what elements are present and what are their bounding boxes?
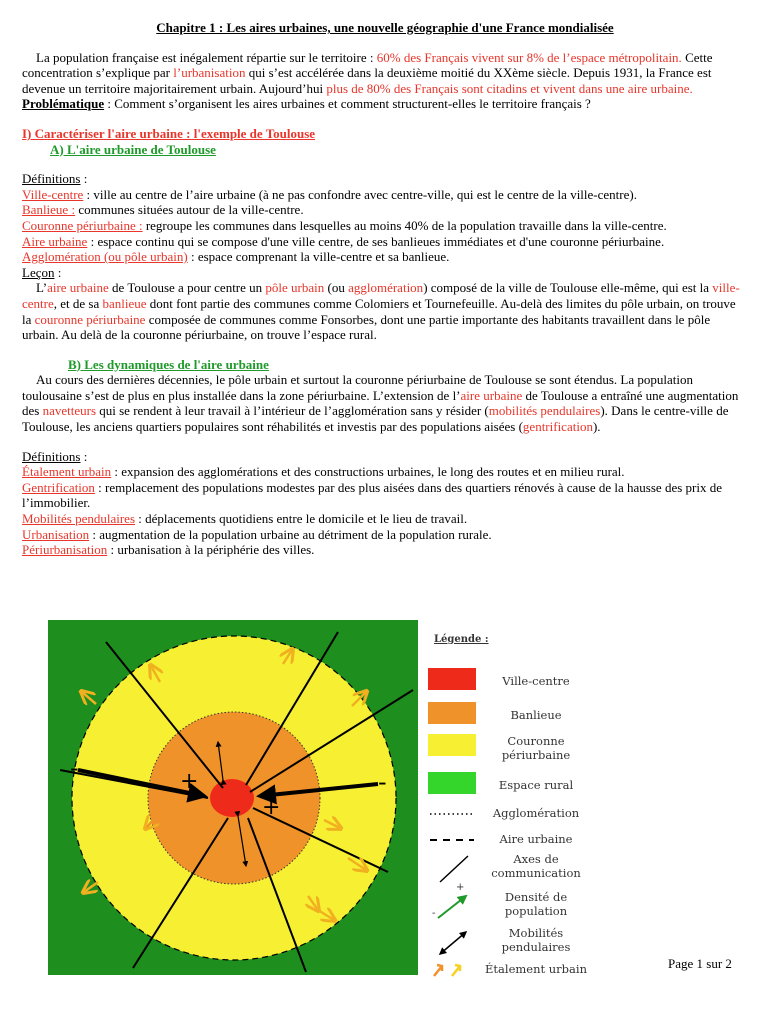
definition-item: Périurbanisation : urbanisation à la périphérie des villes. (22, 542, 315, 558)
section1b-heading: B) Les dynamiques de l'aire urbaine (68, 356, 269, 372)
definitions-label-2: Définitions : (22, 448, 88, 464)
legend-item-banlieue: Banlieue (420, 700, 592, 730)
density-plus-1: + (180, 769, 199, 794)
definition-item: Ville-centre : ville au centre de l’aire urbaine (à ne pas confondre avec centre-ville, qui est le centre de la ville-centre). (22, 186, 637, 202)
legend-title: Légende : (434, 634, 489, 645)
axis-line-symbol (428, 852, 476, 884)
legend-item-agglomeration: Agglomération (420, 802, 592, 832)
legend-swatch (428, 734, 476, 756)
density-minus-2: - (378, 768, 387, 796)
legend-item-ville-centre: Ville-centre (420, 666, 592, 696)
dotted-line-symbol (428, 804, 476, 824)
legend-item-densite: + - Densité de population (420, 888, 592, 924)
dashed-line-symbol (428, 830, 476, 850)
legend-swatch (428, 772, 476, 794)
diagram-legend (420, 626, 592, 976)
lecon-paragraph: L’aire urbaine de Toulouse a pour centre un pôle urbain (ou agglomération) composé de la ville de Toulouse elle-même, qui est la ville-centre, et de sa banlieue dont font partie des communes comme Colomiers et Tournefeuille. Au-delà des limites du pôle urbain, on trouve la couronne périurbaine composée de communes comme Fonsorbes, dont une partie importante des habitants travaillent dans le pôle urbain. Au delà de la couronne périurbaine, on trouve l’espace rural. (22, 280, 740, 343)
legend-minus: - (432, 908, 436, 919)
legend-item-espace-rural: Espace rural (420, 770, 592, 800)
problematique: Problématique : Comment s’organisent les aires urbaines et comment structurent-elles le territoire français ? (22, 96, 591, 112)
chapter-title: Chapitre 1 : Les aires urbaines, une nouvelle géographie d'une France mondialisée (156, 20, 614, 35)
legend-item-aire-urbaine: Aire urbaine (420, 828, 592, 858)
legend-item-couronne: Couronne périurbaine (420, 732, 592, 762)
ville-centre (210, 779, 254, 817)
double-arrow-symbol (428, 926, 476, 958)
legend-item-etalement: Étalement urbain (420, 960, 592, 978)
legend-item-axes: Axes de communication (420, 852, 592, 886)
sprawl-arrow-symbol (428, 960, 476, 978)
page-number: Page 1 sur 2 (668, 956, 732, 971)
legend-item-mobilites: Mobilités pendulaires (420, 926, 592, 960)
density-plus-2: + (262, 795, 281, 820)
lecon-label: Leçon : (22, 264, 62, 280)
intro-paragraph: La population française est inégalement répartie sur le territoire : 60% des Français vivent sur 8% de l’espace métropolitain. Cette concentration s’explique par l’urbanisation qui s’est accélérée dans la deuxième moitié du XXème siècle. Depuis 1931, la France est devenue un territoire majoritairement urbain. Aujourd’hui plus de 80% des Français sont citadins et vivent dans une aire urbaine. (22, 49, 713, 96)
definition-item: Aire urbaine : espace continu qui se compose d'une ville centre, de ses banlieues immédiates et d'une couronne périurbaine. (22, 233, 665, 249)
definition-item: Gentrification : remplacement des populations modestes par des plus aisées dans des quartiers rénovés à cause de la hausse des prix de l’immobilier. (22, 479, 722, 511)
legend-plus: + (456, 882, 465, 893)
section1a-heading: A) L'aire urbaine de Toulouse (50, 141, 216, 157)
section1-heading: I) Caractériser l'aire urbaine : l'exemple de Toulouse (22, 125, 316, 141)
legend-swatch (428, 668, 476, 690)
definition-item: Étalement urbain : expansion des agglomérations et des constructions urbaines, le long des routes et en milieu rural. (22, 464, 625, 480)
definition-item: Banlieue : communes situées autour de la ville-centre. (22, 202, 304, 218)
legend-swatch (428, 702, 476, 724)
definition-item: Mobilités pendulaires : déplacements quotidiens entre le domicile et le lieu de travail. (22, 511, 468, 527)
density-minus-1: - (70, 754, 79, 782)
definitions-label-1: Définitions : (22, 171, 88, 187)
urban-area-diagram (48, 620, 418, 975)
definition-item: Urbanisation : augmentation de la population urbaine au détriment de la population rurale. (22, 526, 492, 542)
definition-item: Agglomération (ou pôle urbain) : espace comprenant la ville-centre et sa banlieue. (22, 249, 450, 265)
dynamics-paragraph: Au cours des dernières décennies, le pôle urbain et surtout la couronne périurbaine de Toulouse se sont étendus. La population toulousaine s’est de plus en plus installée dans la zone périurbaine. L’extension de l’aire urbaine de Toulouse a entraîné une augmentation des navetteurs qui se rendent à leur travail à l’intérieur de l’agglomération sans y résider (mobilités pendulaires). Dans le centre-ville de Toulouse, les anciens quartiers populaires sont réhabilités et investis par des populations aisées (gentrification). (22, 372, 739, 435)
document-page (22, 20, 748, 558)
definition-item: Couronne périurbaine : regroupe les communes dans lesquelles au moins 40% de la population travaille dans la ville-centre. (22, 217, 667, 233)
